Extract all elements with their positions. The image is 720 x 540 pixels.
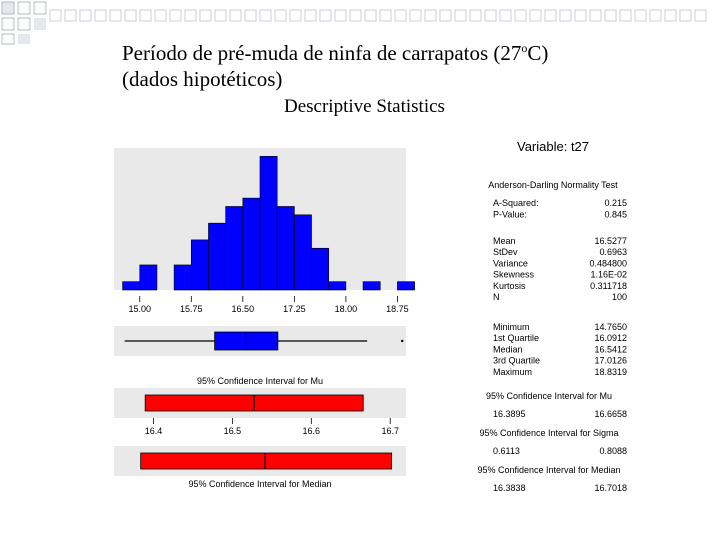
- histogram-bar: [243, 198, 260, 290]
- histogram-bar: [312, 248, 329, 290]
- stat-value: 0.6963: [599, 247, 627, 258]
- histogram-bar: [363, 282, 380, 290]
- decor-square: [575, 10, 586, 21]
- decor-square: [200, 10, 211, 21]
- decor-square: [455, 10, 466, 21]
- decor-square: [500, 10, 511, 21]
- histogram-bar: [226, 206, 243, 290]
- stat-value: 1.16E-02: [590, 269, 627, 280]
- stat-label: P-Value:: [493, 209, 527, 220]
- decor-square: [320, 10, 331, 21]
- stat-value: 17.0126: [594, 355, 627, 366]
- stat-value: 18.8319: [594, 366, 627, 377]
- decor-square: [530, 10, 541, 21]
- boxplot-outlier: [401, 340, 403, 342]
- ci-axis-tick-label: 16.7: [381, 426, 399, 436]
- histogram-bar: [329, 282, 346, 290]
- decor-square: [680, 10, 691, 21]
- decor-square: [230, 10, 241, 21]
- stat-value: 16.5277: [594, 236, 627, 246]
- decor-square: [545, 10, 556, 21]
- stat-label: Mean: [493, 236, 516, 246]
- stat-value: 14.7650: [594, 322, 627, 332]
- boxplot-box: [215, 332, 278, 350]
- stat-label: 1st Quartile: [493, 333, 540, 344]
- decor-square: [155, 10, 166, 21]
- ci-sigma-stat-low: 0.6113: [493, 446, 520, 456]
- histogram-tick-label: 18.00: [334, 304, 358, 314]
- decor-square: [695, 10, 706, 21]
- ci-median-stat-high: 16.7018: [594, 483, 627, 493]
- title-line1-post: C): [527, 41, 549, 65]
- histogram-bar: [277, 206, 294, 290]
- decor-square: [665, 10, 676, 21]
- ci-mu-stat-high: 16.6658: [594, 409, 627, 419]
- histogram-bar: [140, 265, 157, 290]
- decor-square: [185, 10, 196, 21]
- histogram-bar: [191, 240, 208, 290]
- decor-square: [245, 10, 256, 21]
- stat-label: Maximum: [493, 366, 533, 377]
- ci-sigma-stat-high: 0.8088: [599, 446, 627, 456]
- histogram-tick-label: 15.75: [180, 304, 203, 314]
- histogram-bar: [208, 223, 225, 290]
- decor-square: [125, 10, 136, 21]
- decor-square: [485, 10, 496, 21]
- decor-square: [95, 10, 106, 21]
- stat-label: N: [493, 292, 500, 302]
- stat-value: 16.5412: [594, 344, 627, 355]
- stat-value: 0.311718: [590, 280, 627, 291]
- ci-median-label: 95% Confidence Interval for Median: [188, 479, 332, 489]
- decor-square: [350, 10, 361, 21]
- stat-label: Skewness: [493, 269, 535, 280]
- stat-value: 100: [611, 292, 627, 302]
- decor-square: [275, 10, 286, 21]
- decor-square: [440, 10, 451, 21]
- stat-label: Kurtosis: [493, 280, 526, 291]
- histogram-bar: [174, 265, 191, 290]
- ci-sigma-stat-title: 95% Confidence Interval for Sigma: [479, 428, 619, 438]
- decor-square: [470, 10, 481, 21]
- decor-square: [170, 10, 181, 21]
- histogram-bar: [123, 282, 140, 290]
- histogram-tick-label: 18.75: [386, 304, 409, 314]
- histogram-tick-label: 15.00: [128, 304, 152, 314]
- decor-square: [110, 10, 121, 21]
- decor-square: [365, 10, 376, 21]
- decor-square: [290, 10, 301, 21]
- chart-title: Variable: t27: [516, 139, 590, 154]
- ci-axis-tick-label: 16.5: [223, 426, 242, 436]
- stat-label: A-Squared:: [493, 198, 539, 208]
- decor-square: [305, 10, 316, 21]
- histogram-bar: [397, 282, 414, 290]
- stat-value: 0.215: [604, 198, 627, 208]
- decor-square: [80, 10, 91, 21]
- decor-square: [620, 10, 631, 21]
- stat-label: StDev: [493, 247, 518, 258]
- stat-value: 16.0912: [594, 333, 627, 344]
- title-degree: o: [521, 41, 528, 55]
- decor-square: [425, 10, 436, 21]
- histogram-bar: [294, 215, 311, 290]
- decor-square: [605, 10, 616, 21]
- decor-square: [590, 10, 601, 21]
- stat-label: Variance: [493, 258, 528, 269]
- decor-square: [635, 10, 646, 21]
- histogram-tick-label: 17.25: [283, 304, 306, 314]
- stat-label: Minimum: [493, 322, 530, 332]
- decor-square: [410, 10, 421, 21]
- decor-square: [650, 10, 661, 21]
- decor-square: [50, 10, 61, 21]
- decor-square: [140, 10, 151, 21]
- title-line1-pre: Período de pré-muda de ninfa de carrapatos (27: [122, 41, 522, 65]
- ci-median-stat-title: 95% Confidence Interval for Median: [477, 465, 621, 475]
- stat-label: Median: [493, 344, 523, 355]
- decor-square: [395, 10, 406, 21]
- decor-square: [335, 10, 346, 21]
- stat-value: 0.484800: [589, 258, 627, 269]
- decor-square: [65, 10, 76, 21]
- histogram-bar: [260, 156, 277, 290]
- ci-mu-stat-low: 16.3895: [493, 409, 526, 419]
- slide-title: [122, 40, 642, 92]
- title-line2: (dados hipotéticos): [122, 67, 283, 91]
- ci-median-stat-low: 16.3838: [493, 483, 526, 493]
- histogram-tick-label: 16.50: [231, 304, 255, 314]
- normality-title: Anderson-Darling Normality Test: [488, 180, 618, 190]
- decor-square: [515, 10, 526, 21]
- stat-value: 0.845: [604, 209, 627, 220]
- decor-square: [260, 10, 271, 21]
- decor-square: [560, 10, 571, 21]
- section-title: Descriptive Statistics: [284, 96, 445, 117]
- descriptive-statistics-figure: [110, 130, 650, 498]
- ci-mu-stat-title: 95% Confidence Interval for Mu: [485, 391, 613, 401]
- ci-median-bar: [141, 453, 392, 469]
- stat-label: 3rd Quartile: [493, 355, 541, 366]
- decor-square: [380, 10, 391, 21]
- decor-square: [215, 10, 226, 21]
- ci-mu-label: 95% Confidence Interval for Mu: [196, 376, 324, 386]
- ci-axis-tick-label: 16.6: [302, 426, 321, 436]
- ci-axis-tick-label: 16.4: [144, 426, 163, 436]
